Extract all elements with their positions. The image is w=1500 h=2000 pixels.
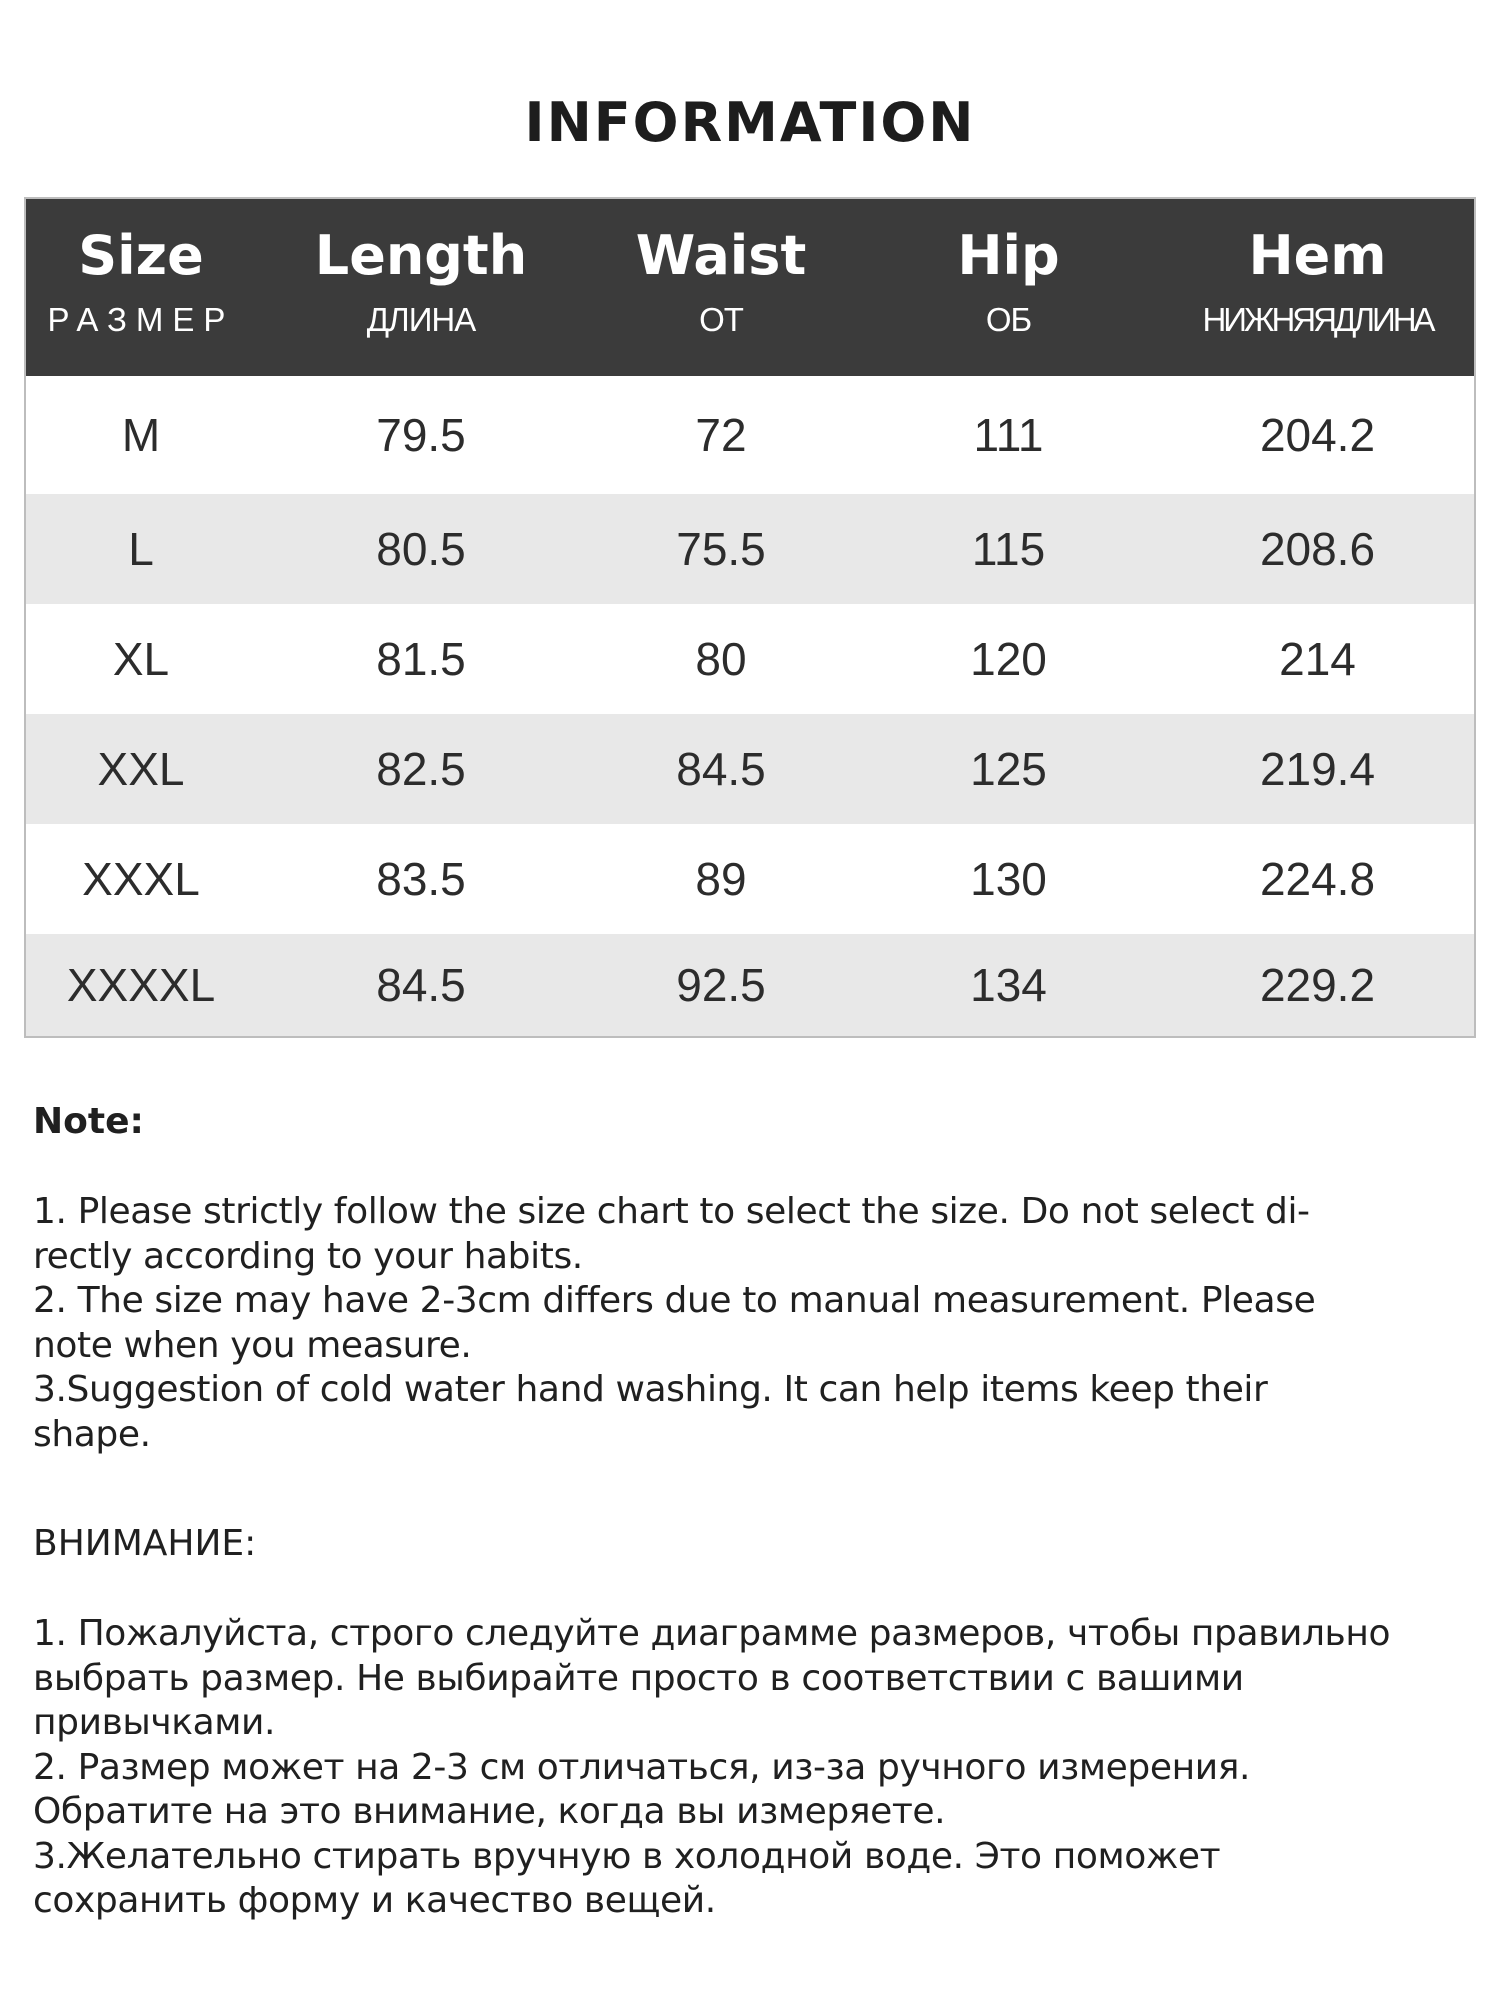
cell-length: 79.5 xyxy=(376,409,466,461)
note-line: 1. Пожалуйста, строго следуйте диаграмме размеров, чтобы правильно xyxy=(33,1613,1391,1654)
header-hip-en: Hip xyxy=(957,224,1060,287)
note-text-en xyxy=(33,1190,1473,1457)
header-hip xyxy=(856,199,1161,376)
header-hip-ru: ОБ xyxy=(985,301,1032,338)
cell-length: 80.5 xyxy=(376,523,466,575)
header-size xyxy=(26,199,256,376)
cell-hem: 224.8 xyxy=(1259,853,1376,905)
note-line: shape. xyxy=(33,1413,151,1455)
table-row xyxy=(26,824,1474,934)
cell-hip: 125 xyxy=(970,743,1047,795)
header-hem xyxy=(1161,199,1474,376)
note-line: привычками. xyxy=(33,1702,276,1743)
size-chart-table xyxy=(24,197,1476,1038)
cell-hem: 219.4 xyxy=(1259,743,1376,795)
cell-hem: 229.2 xyxy=(1259,959,1376,1011)
header-waist xyxy=(586,199,856,376)
note-line: 3.Suggestion of cold water hand washing. It can help items keep their xyxy=(33,1369,1268,1410)
table-row xyxy=(26,376,1474,494)
cell-size: M xyxy=(121,409,161,461)
note-heading-ru: ВНИМАНИЕ: xyxy=(33,1523,257,1564)
cell-waist: 84.5 xyxy=(676,743,766,795)
cell-hip: 111 xyxy=(973,409,1044,461)
note-line: 1. Please strictly follow the size chart to select the size. Do not select di- xyxy=(33,1191,1310,1232)
note-line: 2. Размер может на 2-3 см отличаться, из-за ручного измерения. xyxy=(33,1746,1251,1788)
cell-waist: 89 xyxy=(695,853,747,905)
cell-hem: 214 xyxy=(1279,633,1356,685)
header-size-ru: РАЗМЕР xyxy=(47,301,235,338)
header-waist-ru: ОТ xyxy=(699,301,743,338)
cell-length: 84.5 xyxy=(376,959,466,1011)
page-title: INFORMATION xyxy=(524,91,976,154)
note-line: rectly according to your habits. xyxy=(33,1235,583,1277)
table-row xyxy=(26,494,1474,604)
cell-length: 83.5 xyxy=(376,853,466,905)
note-heading-en: Note: xyxy=(33,1101,144,1142)
cell-waist: 92.5 xyxy=(676,959,766,1011)
note-line: сохранить форму и качество вещей. xyxy=(33,1880,716,1921)
cell-hem: 208.6 xyxy=(1259,523,1376,575)
note-line: 2. The size may have 2-3cm differs due to manual measurement. Please xyxy=(33,1280,1316,1321)
cell-size: XXXL xyxy=(82,853,200,905)
cell-length: 81.5 xyxy=(376,633,466,685)
note-line: 3.Желательно стирать вручную в холодной воде. Это поможет xyxy=(33,1835,1221,1877)
table-row xyxy=(26,604,1474,714)
cell-waist: 75.5 xyxy=(676,523,766,575)
table-body xyxy=(26,376,1474,1036)
cell-hip: 115 xyxy=(971,523,1046,575)
note-line: Обратите на это внимание, когда вы измеряете. xyxy=(33,1791,946,1832)
header-length-ru: ДЛИНА xyxy=(366,301,476,338)
header-size-en: Size xyxy=(78,224,204,287)
cell-size: L xyxy=(128,523,154,575)
cell-size: XXL xyxy=(97,743,185,795)
note-line: note when you measure. xyxy=(33,1324,472,1366)
cell-length: 82.5 xyxy=(376,743,466,795)
header-hem-ru: НИЖНЯЯДЛИНА xyxy=(1202,301,1433,338)
header-hem-en: Hem xyxy=(1248,224,1387,287)
header-waist-en: Waist xyxy=(635,224,807,287)
cell-hem: 204.2 xyxy=(1259,409,1376,461)
header-length-en: Length xyxy=(314,224,528,287)
cell-size: XXXXL xyxy=(66,959,216,1011)
cell-hip: 130 xyxy=(970,853,1047,905)
table-row xyxy=(26,714,1474,824)
cell-waist: 72 xyxy=(695,409,747,461)
note-text-ru xyxy=(33,1612,1473,1924)
cell-hip: 120 xyxy=(970,633,1047,685)
cell-waist: 80 xyxy=(695,633,747,685)
cell-hip: 134 xyxy=(970,959,1047,1011)
table-row xyxy=(26,934,1474,1036)
header-length xyxy=(256,199,586,376)
table-header-row xyxy=(26,199,1474,376)
note-line: выбрать размер. Не выбирайте просто в соответствии с вашими xyxy=(33,1657,1244,1699)
cell-size: XL xyxy=(112,633,170,685)
